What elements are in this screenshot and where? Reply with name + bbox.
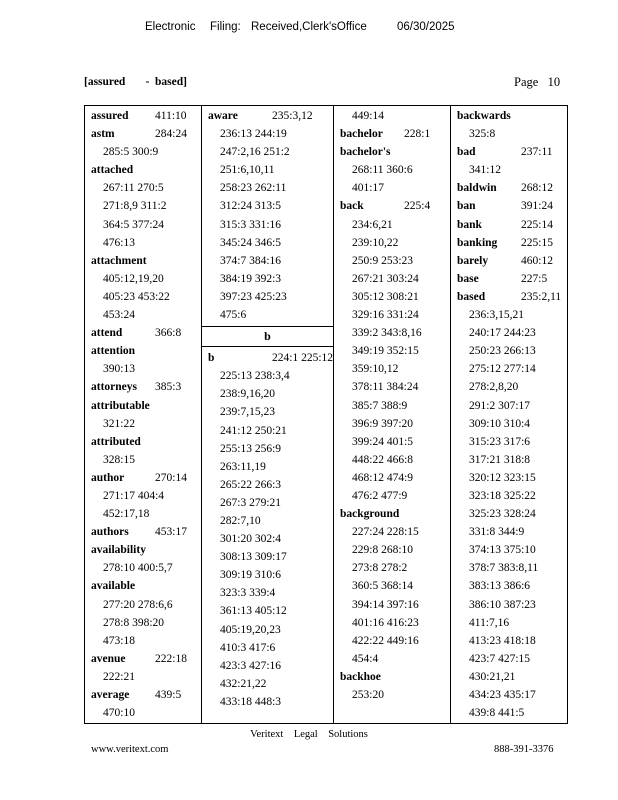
index-ref-line: 345:24 346:5 <box>220 236 282 249</box>
index-ref-line: 250:9 253:23 <box>352 254 414 267</box>
index-ref-line: 374:13 375:10 <box>469 544 536 557</box>
footer-website: www.veritext.com <box>91 744 169 755</box>
index-entry <box>91 378 201 396</box>
index-term-line <box>457 179 567 197</box>
index-first-ref: 225:14 <box>521 218 553 231</box>
index-first-ref: 284:24 <box>155 128 187 141</box>
index-ref-line: 301:20 302:4 <box>220 533 282 546</box>
index-ref-line: 359:10,12 <box>352 363 399 376</box>
index-term: barely <box>457 254 489 267</box>
index-ref-line: 241:12 250:21 <box>220 424 287 437</box>
index-ref-line: 323:3 339:4 <box>220 587 276 600</box>
index-range: [assured - based] <box>84 76 187 88</box>
index-ref-line: 315:3 331:16 <box>220 218 282 231</box>
index-first-ref: 366:8 <box>155 327 182 340</box>
index-ref-line: 349:19 352:15 <box>352 345 419 358</box>
index-ref-line: 413:23 418:18 <box>469 634 536 647</box>
index-first-ref: 391:24 <box>521 200 553 213</box>
index-term-line <box>91 161 201 179</box>
index-ref-line: 339:2 343:8,16 <box>352 327 422 340</box>
index-ref-line: 265:22 266:3 <box>220 478 282 491</box>
index-term-line <box>457 252 567 270</box>
index-term: background <box>340 508 400 521</box>
index-ref-line: 320:12 323:15 <box>469 471 536 484</box>
index-entry <box>91 433 201 469</box>
word-index-grid <box>84 105 568 724</box>
index-term: backwards <box>457 110 511 122</box>
index-term: attention <box>91 345 136 358</box>
index-term: banking <box>457 236 498 249</box>
index-first-ref: 411:10 <box>155 110 187 122</box>
index-ref-line: 384:19 392:3 <box>220 272 282 285</box>
index-term: base <box>457 272 479 285</box>
index-first-ref: 460:12 <box>521 254 553 267</box>
index-term-line <box>91 523 201 541</box>
index-ref-line: 258:23 262:11 <box>220 182 287 195</box>
index-first-ref: 453:17 <box>155 526 187 539</box>
index-ref-line: 374:7 384:16 <box>220 254 282 267</box>
index-ref-line: 308:13 309:17 <box>220 551 287 564</box>
index-entry <box>457 252 567 270</box>
index-ref-line: 267:11 270:5 <box>103 182 164 195</box>
index-term-line <box>457 197 567 215</box>
page-number: Page 10 <box>514 75 561 89</box>
index-ref-line: 385:7 388:9 <box>352 399 408 412</box>
index-entry <box>91 469 201 523</box>
index-ref-line: 229:8 268:10 <box>352 544 414 557</box>
index-ref-line: 277:20 278:6,6 <box>103 598 173 611</box>
index-ref-line: 341:12 <box>469 164 501 177</box>
index-ref-line: 468:12 474:9 <box>352 471 414 484</box>
index-first-ref: 225:15 <box>521 236 553 249</box>
index-entry <box>457 234 567 252</box>
index-ref-line: 329:16 331:24 <box>352 309 419 322</box>
index-ref-line: 227:24 228:15 <box>352 526 419 539</box>
index-ref-line: 423:7 427:15 <box>469 652 531 665</box>
index-first-ref: 235:2,11 <box>521 290 562 303</box>
index-entry <box>91 541 201 577</box>
index-ref-line: 239:10,22 <box>352 236 399 249</box>
index-ref-line: 390:13 <box>103 363 135 376</box>
index-term-line <box>457 216 567 234</box>
index-ref-line: 394:14 397:16 <box>352 598 419 611</box>
footer-company: Veritext Legal Solutions <box>250 729 368 740</box>
index-term-line <box>208 107 333 125</box>
index-ref-line: 278:8 398:20 <box>103 616 165 629</box>
index-ref-line: 430:21,21 <box>469 670 516 683</box>
index-ref-line: 361:13 405:12 <box>220 605 287 618</box>
index-entry <box>91 650 201 686</box>
index-ref-line: 397:23 425:23 <box>220 290 287 303</box>
index-term-line <box>457 234 567 252</box>
index-column-3 <box>334 106 451 723</box>
index-term: author <box>91 471 125 484</box>
index-term: attachment <box>91 254 147 267</box>
index-entry <box>91 523 201 541</box>
index-entry <box>91 252 201 324</box>
index-ref-line: 222:21 <box>103 670 135 683</box>
index-ref-line: 253:20 <box>352 689 384 701</box>
index-entry <box>340 668 450 704</box>
index-entry <box>91 324 201 342</box>
index-term-line <box>91 433 201 451</box>
index-entry <box>457 143 567 179</box>
index-first-ref: 237:11 <box>521 146 553 159</box>
index-ref-line: 405:12,19,20 <box>103 272 164 285</box>
index-term: authors <box>91 526 129 539</box>
index-ref-line: 305:12 308:21 <box>352 290 419 303</box>
index-ref-line: 263:11,19 <box>220 460 266 473</box>
index-ref-line: 309:10 310:4 <box>469 417 531 430</box>
index-term-line <box>208 349 333 367</box>
index-ref-line: 309:19 310:6 <box>220 569 282 582</box>
index-ref-line: 251:6,10,11 <box>220 164 275 177</box>
index-term-line <box>91 324 201 342</box>
index-ref-line: 401:17 <box>352 182 384 195</box>
index-ref-line: 410:3 417:6 <box>220 641 276 654</box>
index-entry <box>340 197 450 505</box>
index-ref-line: 378:7 383:8,11 <box>469 562 539 575</box>
index-term-line <box>91 686 201 704</box>
index-ref-line: 448:22 466:8 <box>352 453 414 466</box>
index-ref-line: 278:10 400:5,7 <box>103 562 173 575</box>
index-term: bad <box>457 146 476 159</box>
index-entry <box>340 143 450 197</box>
index-ref-line: 238:9,16,20 <box>220 388 275 401</box>
index-term: aware <box>208 110 238 122</box>
index-ref-line: 423:3 427:16 <box>220 659 282 672</box>
index-entry <box>91 342 201 378</box>
index-ref-line: 267:21 303:24 <box>352 272 419 285</box>
index-entry <box>340 107 450 125</box>
index-ref-line: 278:2,8,20 <box>469 381 519 394</box>
index-ref-line: 325:23 328:24 <box>469 508 536 521</box>
index-ref-line: 239:7,15,23 <box>220 406 275 419</box>
index-term: attributable <box>91 399 150 412</box>
index-entry <box>202 107 333 324</box>
index-ref-line: 453:24 <box>103 309 135 322</box>
index-term: availability <box>91 544 146 557</box>
index-entry <box>457 197 567 215</box>
index-term: bachelor <box>340 128 383 141</box>
index-term-line <box>91 342 201 360</box>
index-ref-line: 275:12 277:14 <box>469 363 536 376</box>
index-ref-line: 454:4 <box>352 652 379 665</box>
index-ref-line: 378:11 384:24 <box>352 381 419 394</box>
index-term: astm <box>91 128 115 141</box>
index-entry <box>457 216 567 234</box>
index-term: ban <box>457 200 476 213</box>
index-first-ref: 228:1 <box>404 128 431 141</box>
index-first-ref: 235:3,12 <box>272 110 313 122</box>
index-ref-line: 273:8 278:2 <box>352 562 408 575</box>
index-ref-line: 383:13 386:6 <box>469 580 531 593</box>
index-entry <box>91 686 201 722</box>
index-ref-line: 432:21,22 <box>220 677 267 690</box>
index-entry <box>457 270 567 288</box>
index-entry <box>91 161 201 251</box>
index-term-line <box>91 378 201 396</box>
index-ref-line: 401:16 416:23 <box>352 616 419 629</box>
index-entry <box>340 505 450 668</box>
index-term: attend <box>91 327 123 340</box>
index-ref-line: 328:15 <box>103 453 135 466</box>
index-term: assured <box>91 110 129 122</box>
index-term-line <box>457 107 567 125</box>
index-ref-line: 473:18 <box>103 634 135 647</box>
section-letter-heading: b <box>202 326 333 347</box>
index-term: avenue <box>91 652 126 665</box>
index-ref-line: 282:7,10 <box>220 514 261 527</box>
index-ref-line: 364:5 377:24 <box>103 218 165 231</box>
index-ref-line: 291:2 307:17 <box>469 399 531 412</box>
index-term: bank <box>457 218 482 231</box>
filing-label: Filing: <box>210 21 241 33</box>
index-ref-line: 236:13 244:19 <box>220 128 287 141</box>
filing-received: Received,Clerk'sOffice <box>251 21 367 33</box>
index-ref-line: 439:8 441:5 <box>469 707 525 720</box>
index-ref-line: 434:23 435:17 <box>469 689 536 701</box>
index-ref-line: 386:10 387:23 <box>469 598 536 611</box>
index-ref-line: 255:13 256:9 <box>220 442 282 455</box>
index-term-line <box>91 541 201 559</box>
index-first-ref: 227:5 <box>521 272 548 285</box>
index-ref-line: 331:8 344:9 <box>469 526 525 539</box>
index-ref-line: 405:19,20,23 <box>220 623 281 636</box>
index-ref-line: 422:22 449:16 <box>352 634 419 647</box>
index-first-ref: 225:4 <box>404 200 431 213</box>
filing-electronic: Electronic <box>145 21 196 33</box>
index-ref-line: 225:13 238:3,4 <box>220 370 290 383</box>
index-ref-line: 236:3,15,21 <box>469 309 524 322</box>
index-term: backhoe <box>340 670 381 683</box>
index-ref-line: 317:21 318:8 <box>469 453 531 466</box>
index-ref-line: 470:10 <box>103 707 135 720</box>
index-entry <box>91 125 201 161</box>
index-entry <box>202 349 333 711</box>
index-term-line <box>91 252 201 270</box>
index-term-line <box>457 270 567 288</box>
index-ref-line: 285:5 300:9 <box>103 146 159 159</box>
index-term: bachelor's <box>340 146 391 159</box>
index-ref-line: 452:17,18 <box>103 508 150 521</box>
index-term-line <box>91 107 201 125</box>
index-entry <box>457 288 567 722</box>
index-term-line <box>457 143 567 161</box>
index-ref-line: 247:2,16 251:2 <box>220 146 290 159</box>
index-ref-line: 411:7,16 <box>469 616 510 629</box>
index-term: attributed <box>91 435 141 448</box>
index-term-line <box>340 668 450 686</box>
index-ref-line: 268:11 360:6 <box>352 164 413 177</box>
index-ref-line: 405:23 453:22 <box>103 290 170 303</box>
index-entry <box>340 125 450 143</box>
index-entry <box>457 107 567 143</box>
index-first-ref: 222:18 <box>155 652 187 665</box>
index-entry <box>457 179 567 197</box>
index-ref-line: 476:2 477:9 <box>352 489 408 502</box>
footer-phone: 888-391-3376 <box>494 744 554 755</box>
index-first-ref: 385:3 <box>155 381 182 394</box>
index-ref-line: 234:6,21 <box>352 218 393 231</box>
index-ref-line: 325:8 <box>469 128 496 141</box>
index-term-line <box>91 577 201 595</box>
index-ref-line: 433:18 448:3 <box>220 695 282 708</box>
index-term-line <box>457 288 567 306</box>
index-term-line <box>340 505 450 523</box>
index-first-ref: 270:14 <box>155 471 187 484</box>
index-ref-line: 476:13 <box>103 236 135 249</box>
filing-date: 06/30/2025 <box>397 21 455 33</box>
index-ref-line: 250:23 266:13 <box>469 345 536 358</box>
index-ref-line: 271:8,9 311:2 <box>103 200 167 213</box>
index-ref-line: 323:18 325:22 <box>469 489 536 502</box>
index-term-line <box>91 469 201 487</box>
index-ref-line: 315:23 317:6 <box>469 435 531 448</box>
index-first-ref: 439:5 <box>155 689 182 701</box>
index-first-ref: 268:12 <box>521 182 553 195</box>
index-ref-line: 449:14 <box>352 110 384 122</box>
index-term: attached <box>91 164 134 177</box>
index-term: available <box>91 580 136 593</box>
index-column-2 <box>202 106 334 723</box>
index-term: attorneys <box>91 381 137 394</box>
index-ref-line: 267:3 279:21 <box>220 496 282 509</box>
index-ref-line: 240:17 244:23 <box>469 327 536 340</box>
index-entry <box>91 397 201 433</box>
index-term: based <box>457 290 486 303</box>
index-ref-line: 321:22 <box>103 417 135 430</box>
index-ref-line: 399:24 401:5 <box>352 435 414 448</box>
index-term-line <box>91 650 201 668</box>
index-term: baldwin <box>457 182 497 195</box>
index-term-line <box>91 397 201 415</box>
index-ref-line: 271:17 404:4 <box>103 489 165 502</box>
index-term-line <box>340 143 450 161</box>
index-ref-line: 312:24 313:5 <box>220 200 282 213</box>
index-column-4 <box>451 106 567 723</box>
index-column-1 <box>85 106 202 723</box>
index-ref-line: 360:5 368:14 <box>352 580 414 593</box>
index-term: average <box>91 689 130 701</box>
index-term-line <box>91 125 201 143</box>
index-term: back <box>340 200 364 213</box>
index-ref-line: 475:6 <box>220 309 247 322</box>
index-entry <box>91 107 201 125</box>
index-entry <box>91 577 201 649</box>
index-ref-line: 396:9 397:20 <box>352 417 414 430</box>
index-term-line <box>340 125 450 143</box>
index-term: b <box>208 352 215 365</box>
index-first-ref: 224:1 225:12 <box>272 352 334 365</box>
index-term-line <box>340 197 450 215</box>
